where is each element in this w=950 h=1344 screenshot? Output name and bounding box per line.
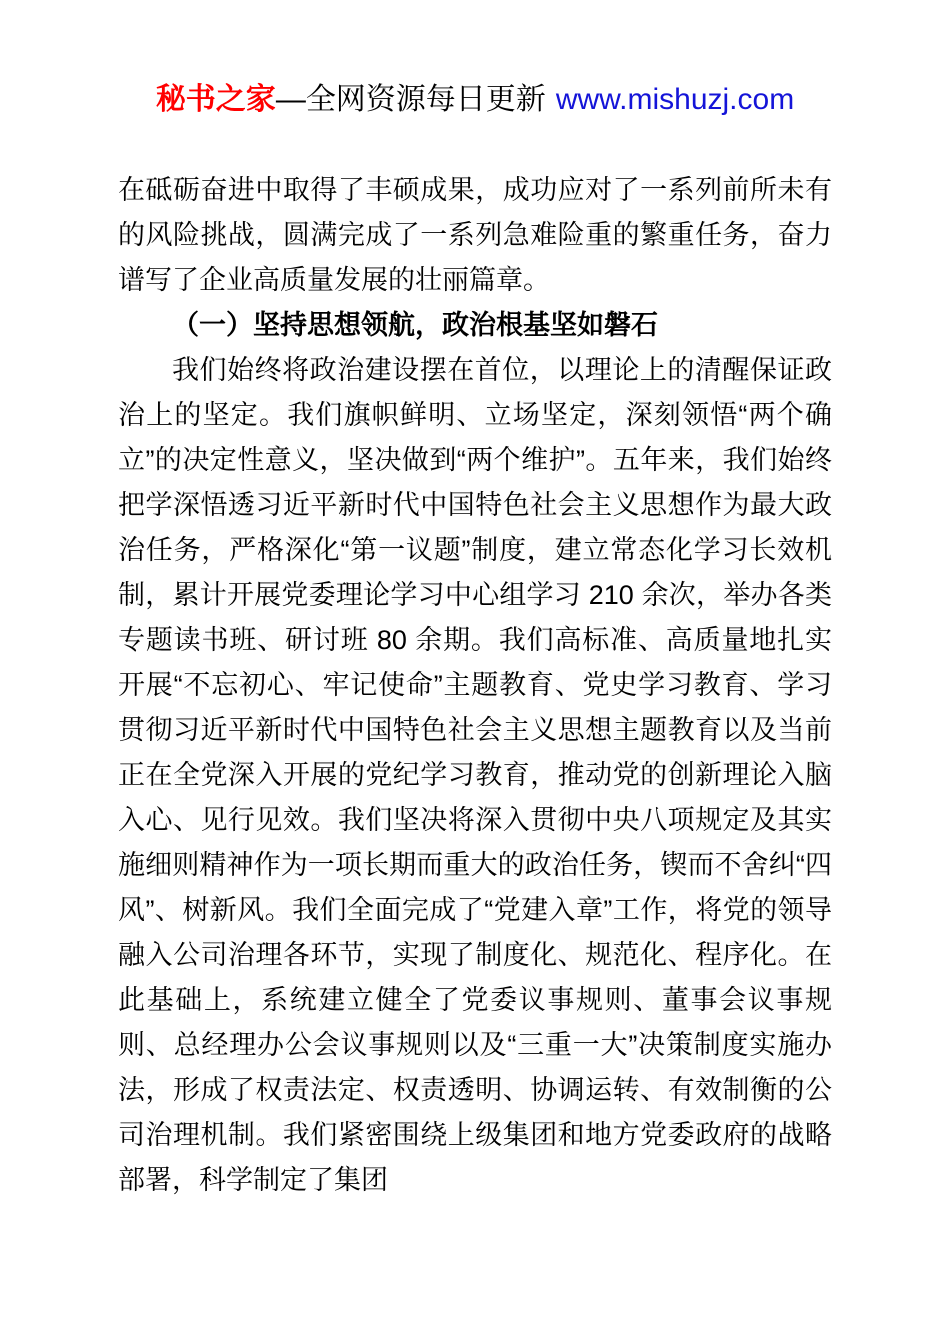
site-brand: 秘书之家 xyxy=(155,83,276,116)
site-url-link[interactable]: www.mishuzj.com xyxy=(555,83,795,116)
paragraph-body: 我们始终将政治建设摆在首位，以理论上的清醒保证政治上的坚定。我们旗帜鲜明、立场坚定，深刻领悟“两个确立”的决定性意义，坚决做到“两个维护”。五年来，我们始终把学深悟透习近平新时代中国特色社会主义思想作为最大政治任务，严格深化“第一议题”制度，建立常态化学习长效机制，累计开展党委理论学习中心组学习 210 余次，举办各类专题读书班、研讨班 80 余期。我们高标准、高质量地扎实开展“不忘初心、牢记使命”主题教育、党史学习教育、学习贯彻习近平新时代中国特色社会主义思想主题教育以及当前正在全党深入开展的党纪学习教育，推动党的创新理论入脑入心、见行见效。我们坚决将深入贯彻中央八项规定及其实施细则精神作为一项长期而重大的政治任务，锲而不舍纠“四风”、树新风。我们全面完成了“党建入章”工作，将党的领导融入公司治理各环节，实现了制度化、规范化、程序化。在此基础上，系统建立健全了党委议事规则、董事会议事规则、总经理办公会议事规则以及“三重一大”决策制度实施办法，形成了权责法定、权责透明、协调运转、有效制衡的公司治理机制。我们紧密围绕上级集团和地方党委政府的战略部署，科学制定了集团 xyxy=(118,355,832,1195)
document-body xyxy=(118,168,832,1203)
section-heading: （一）坚持思想领航，政治根基坚如磐石 xyxy=(172,310,658,340)
paragraph-continuation: 在砥砺奋进中取得了丰硕成果，成功应对了一系列前所未有的风险挑战，圆满完成了一系列急难险重的繁重任务，奋力谱写了企业高质量发展的壮丽篇章。 xyxy=(118,175,832,295)
site-tagline: —全网资源每日更新 xyxy=(275,83,546,116)
site-banner xyxy=(0,80,950,120)
